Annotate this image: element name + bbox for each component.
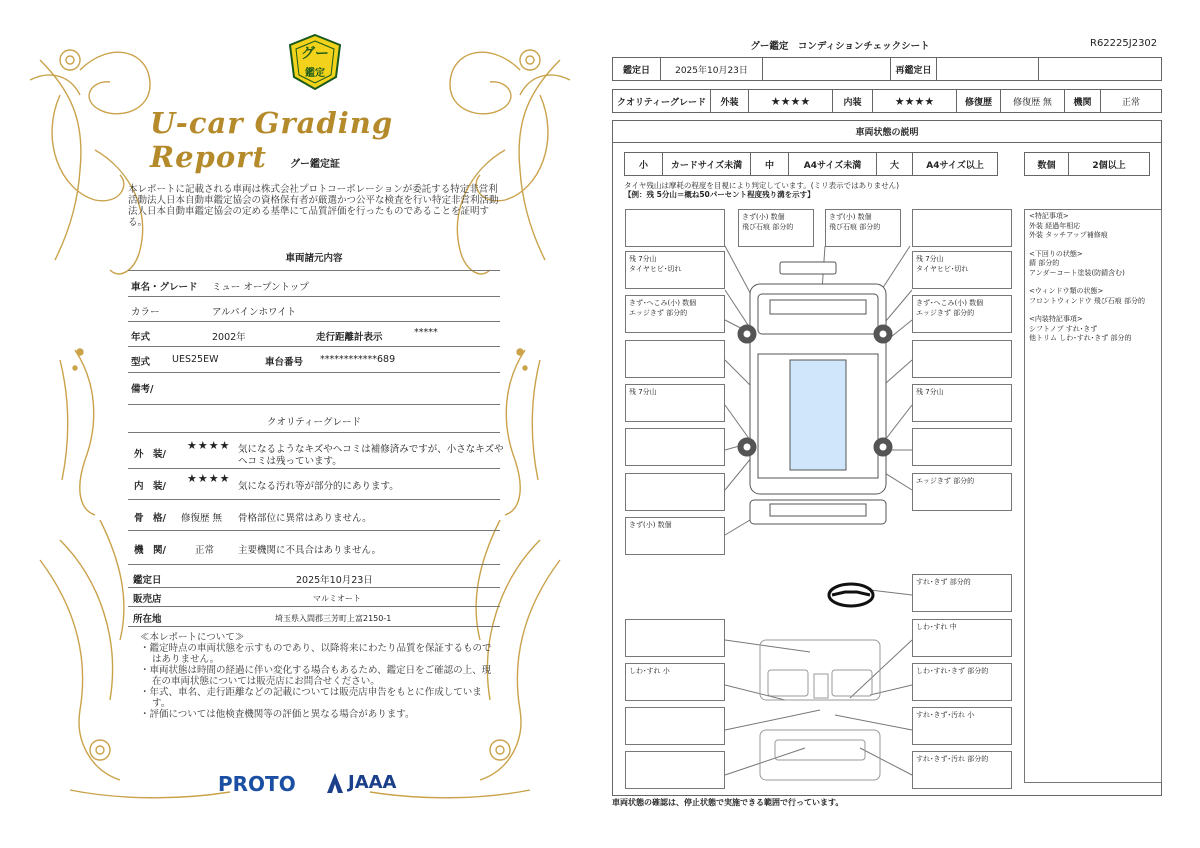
- divider: [128, 296, 500, 297]
- note-line: [1029, 278, 1157, 287]
- blank-cell: [763, 58, 891, 80]
- comment-rear-left: きず(小) 数個: [625, 517, 725, 555]
- note-line: アンダーコート塗装(防錆含む): [1029, 268, 1125, 277]
- divider: [128, 564, 500, 565]
- repair-value: 修復歴 無: [1001, 90, 1065, 112]
- comment-box: [912, 209, 1012, 247]
- divider: [128, 606, 500, 607]
- year-value: 2002年: [212, 332, 246, 343]
- note-item: ・評価については他検査機関等の評価と異なる場合があります。: [140, 709, 415, 720]
- comment-interior-left-1: しわ･すれ 小: [625, 663, 725, 701]
- year-label: 年式: [131, 332, 151, 343]
- mileage-value: *****: [414, 327, 438, 338]
- model-label: 型式: [131, 357, 151, 368]
- section-title: 車両状態の説明: [613, 121, 1161, 143]
- exterior-text-2: ヘコミは残っています。: [238, 456, 342, 467]
- divider: [128, 404, 500, 405]
- divider: [128, 321, 500, 322]
- legend-small: 小: [625, 153, 663, 175]
- engine-value: 正常: [195, 545, 215, 556]
- chassis-value: ************689: [320, 354, 396, 365]
- frame-value: 修復歴 無: [181, 513, 223, 524]
- comment-box: [625, 209, 725, 247]
- certificate-title: グー鑑定証: [290, 159, 340, 170]
- report-script-title: U-car Grading Report: [150, 106, 394, 174]
- notes-title: ≪本レポートについて≫: [140, 632, 245, 643]
- exterior-label: 外 装/: [134, 449, 166, 460]
- badge-main-text: グー: [301, 46, 329, 62]
- divider: [128, 468, 500, 469]
- date-label: 鑑定日: [613, 58, 661, 80]
- badge-sub-text: 鑑定: [305, 68, 325, 79]
- certificate-body: 本レポートに記載される車両は株式会社プロトコーポレーションが委託する特定非営利活動法人日本自動車鑑定協会の資格保有者が厳選かつ公平な検査を行い特定非営利活動法人日本自動車鑑定協会の定める基準にて品質評価を行ったものであることを証明する。: [128, 184, 499, 228]
- jaaa-mark-icon: [326, 772, 344, 794]
- comment-interior-right-4: すれ･きず･汚れ 部分的: [912, 751, 1012, 789]
- blank-cell: [937, 58, 1039, 80]
- sheet-title: グー鑑定 コンディションチェックシート: [750, 41, 930, 52]
- comment-box: [625, 619, 725, 657]
- engine-text: 主要機関に不具合はありません。: [238, 545, 382, 556]
- comment-rear-right: エッジきず 部分的: [912, 473, 1012, 511]
- comment-steering: すれ･きず 部分的: [912, 574, 1012, 612]
- comment-tire-front-left: 残 7分山 タイヤヒビ･切れ: [625, 251, 725, 289]
- frame-text: 骨格部位に異常はありません。: [238, 513, 372, 524]
- legend-large: 大: [877, 153, 913, 175]
- proto-logo: [218, 772, 296, 796]
- engine-label: 機関: [1065, 90, 1101, 112]
- comment-side-right: きず･へこみ(小) 数個 エッジきず 部分的: [912, 295, 1012, 333]
- engine-value: 正常: [1121, 97, 1140, 108]
- comment-interior-right-2: しわ･すれ･きず 部分的: [912, 663, 1012, 701]
- repair-label: 修復歴: [957, 90, 1001, 112]
- appraisal-date-label: 鑑定日: [133, 575, 162, 586]
- comment-tire-rear-left: 残 7分山: [625, 384, 725, 422]
- quality-grade-label: クオリティーグレード: [613, 90, 711, 112]
- shop-label: 販売店: [133, 594, 162, 605]
- size-legend: [624, 152, 998, 176]
- comment-box: [625, 340, 725, 378]
- exterior-text-1: 気になるようなキズやヘコミは補修済みですが、小さなキズや: [238, 444, 504, 455]
- count-legend: [1024, 152, 1150, 176]
- interior-stars: ★★★★: [187, 472, 231, 485]
- note-line: フロントウィンドウ 飛び石痕 部分的: [1029, 296, 1146, 305]
- shop-value: マルミオート: [313, 594, 361, 603]
- comment-box: [625, 751, 725, 789]
- engine-label: 機 関/: [134, 545, 166, 556]
- remarks-label: 備考/: [131, 384, 154, 395]
- sheet-id: R62225J2302: [1090, 38, 1158, 49]
- report-notes: [140, 632, 500, 720]
- note-item: ・鑑定時点の車両状態を示すものであり、以降将来にわたり品質を保証するものではありません。: [140, 643, 492, 665]
- interior-stars: ★★★★: [873, 90, 957, 112]
- comment-box: [912, 428, 1012, 466]
- divider: [128, 587, 500, 588]
- note-line: 錆 部分的: [1029, 259, 1060, 267]
- legend-small-desc: カードサイズ未満: [663, 153, 751, 175]
- note-line: シフトノブ すれ･きず: [1029, 324, 1098, 333]
- proto-logo-text: PROTO: [218, 772, 296, 796]
- frame-label: 骨 格/: [134, 513, 166, 524]
- quality-section-title: クオリティーグレード: [266, 417, 362, 428]
- steering-wheel-icon: [829, 584, 873, 606]
- comment-box: [912, 340, 1012, 378]
- note-item: ・車両状態は時間の経過に伴い変化する場合もあるため、鑑定日をご確認の上、現在の車両状態については販売店にお問合せください。: [140, 665, 492, 687]
- legend-mid: 中: [751, 153, 789, 175]
- color-label: カラー: [131, 307, 160, 318]
- note-line: [1029, 241, 1157, 250]
- note-line: <ウィンドウ類の状態>: [1029, 287, 1104, 295]
- spec-section-title: 車両諸元内容: [285, 253, 343, 264]
- interior-text: 気になる汚れ等が部分的にあります。: [238, 481, 399, 492]
- comment-front-mid-left: きず(小) 数個 飛び石痕 部分的: [738, 209, 814, 247]
- note-line: <内装特記事項>: [1029, 315, 1083, 323]
- note-item: ・年式、車名、走行距離などの記載については販売店申告をもとに作成しています。: [140, 687, 482, 709]
- note-line: [1029, 306, 1157, 315]
- comment-box: [625, 707, 725, 745]
- divider: [128, 346, 500, 347]
- comment-front-mid-right: きず(小) 数個 飛び石痕 部分的: [825, 209, 901, 247]
- legend-mid-desc: A4サイズ未満: [789, 153, 877, 175]
- comment-tire-rear-right: 残 7分山: [912, 384, 1012, 422]
- grade-row: [612, 89, 1162, 113]
- note-line: 外装 タッチアップ補修痕: [1029, 231, 1108, 239]
- address-value: 埼玉県入間郡三芳町上富2150-1: [275, 614, 392, 623]
- comment-interior-right-1: しわ･すれ 中: [912, 619, 1012, 657]
- date-value: 2025年10月23日: [661, 58, 763, 80]
- note-line: <下回りの状態>: [1029, 249, 1083, 258]
- comment-interior-right-3: すれ･きず･汚れ 小: [912, 707, 1012, 745]
- reappraisal-label: 再鑑定日: [891, 58, 937, 80]
- divider: [128, 626, 500, 627]
- comment-box: [625, 428, 725, 466]
- car-name-label: 車名・グレード: [131, 282, 198, 293]
- note-line: 外装 経過年相応: [1029, 221, 1081, 230]
- divider: [128, 270, 500, 271]
- appraisal-date-value: 2025年10月23日: [296, 575, 373, 586]
- exterior-stars: ★★★★: [187, 439, 231, 452]
- mileage-label: 走行距離計表示: [316, 332, 383, 343]
- legend-count-desc: 2個以上: [1092, 160, 1126, 171]
- address-label: 所在地: [133, 614, 162, 625]
- interior-label: 内 装/: [134, 481, 166, 492]
- divider: [128, 530, 500, 531]
- divider: [128, 499, 500, 500]
- special-notes-panel: [1024, 209, 1162, 783]
- note-line: <特記事項>: [1029, 212, 1069, 220]
- footer-note: 車両状態の確認は、停止状態で実施できる範囲で行っています。: [612, 798, 844, 807]
- tire-example-note: 【例：残 5分山＝概ね50パーセント程度残り溝を示す】: [624, 190, 815, 199]
- condition-check-sheet: [600, 0, 1200, 848]
- divider: [128, 372, 500, 373]
- comment-tire-front-right: 残 7分山 タイヤヒビ･切れ: [912, 251, 1012, 289]
- comment-box: [625, 473, 725, 511]
- model-value: UES25EW: [172, 354, 219, 365]
- jaaa-logo-text: JAAA: [348, 772, 397, 793]
- legend-large-desc: A4サイズ以上: [926, 160, 984, 171]
- exterior-stars: ★★★★: [749, 90, 833, 112]
- exterior-label: 外装: [711, 90, 749, 112]
- interior-label: 内装: [833, 90, 873, 112]
- date-row: [612, 57, 1162, 81]
- divider: [128, 432, 500, 433]
- car-name-value: ミュー オープントップ: [212, 282, 309, 293]
- comment-side-left: きず･へこみ(小) 数個 エッジきず 部分的: [625, 295, 725, 333]
- legend-count: 数個: [1025, 153, 1069, 175]
- tire-note: タイヤ残山は摩耗の程度を目視により判定しています。(ミリ表示ではありません): [624, 181, 900, 190]
- note-line: 他トリム しわ･すれ･きず 部分的: [1029, 334, 1132, 342]
- color-value: アルパインホワイト: [212, 307, 297, 318]
- chassis-label: 車台番号: [265, 357, 304, 368]
